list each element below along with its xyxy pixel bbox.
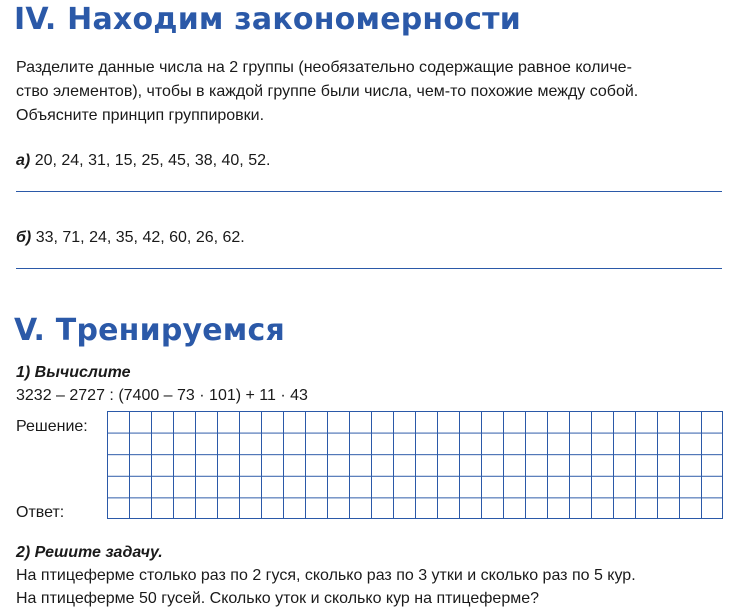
task-2-line-1: На птицеферме столько раз по 2 гуся, сколько раз по 3 утки и сколько раз по 5 кур. — [16, 567, 636, 584]
solution-grid[interactable] — [107, 411, 723, 519]
task-1-heading: 1) Вычислите — [16, 364, 131, 381]
task-2-line-2: На птицеферме 50 гусей. Сколько уток и сколько кур на птицеферме? — [16, 590, 540, 607]
instructions-line-1: Разделите данные числа на 2 группы (необязательно содержащие равное количе- — [16, 59, 632, 76]
task-b — [16, 226, 245, 250]
instructions-line-3: Объясните принцип группировки. — [16, 107, 265, 124]
task-1-expression: 3232 – 2727 : (7400 – 73 · 101) + 11 · 43 — [16, 387, 308, 404]
answer-line-b[interactable] — [16, 268, 722, 269]
task-2-heading: 2) Решите задачу. — [16, 544, 163, 561]
answer-line-a[interactable] — [16, 191, 722, 192]
solution-label: Решение: — [16, 418, 88, 435]
answer-label: Ответ: — [16, 504, 65, 521]
section-4-title: IV. Находим закономерности — [14, 2, 521, 37]
instructions-line-2: ство элементов), чтобы в каждой группе были числа, чем-то похожие между собой. — [16, 83, 639, 100]
task-b-numbers: 33, 71, 24, 35, 42, 60, 26, 62. — [35, 229, 245, 246]
section-5-title: V. Тренируемся — [14, 313, 285, 348]
task-a-numbers: 20, 24, 31, 15, 25, 45, 38, 40, 52. — [34, 152, 271, 169]
task-a-label: а) — [16, 152, 31, 169]
task-a — [16, 149, 270, 173]
task-b-label: б) — [16, 229, 32, 246]
